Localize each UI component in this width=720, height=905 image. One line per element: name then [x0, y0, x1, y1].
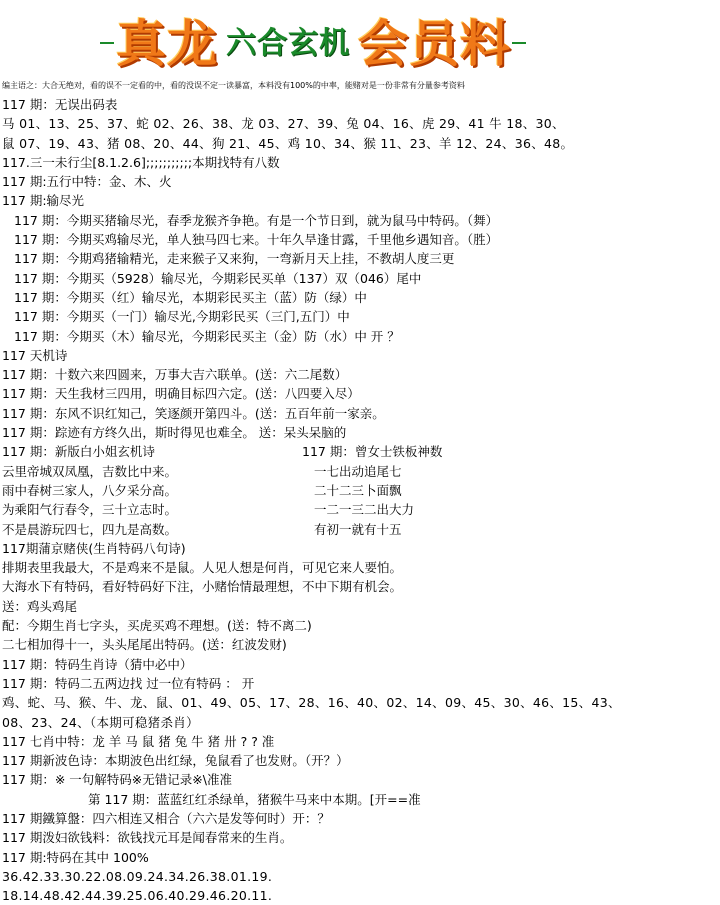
- poem-line: 117 天机诗: [2, 347, 68, 363]
- banner-title-part1: 真龙: [116, 14, 218, 73]
- left-col: 不是晨游玩四七，四九是高数。: [2, 521, 178, 537]
- two-col-row: [2, 481, 718, 500]
- poem-line: 117 期：十数六来四圆来，万事大吉六联单。(送：六二尾数）: [2, 367, 348, 383]
- poem-line: 117 期：东风不识红知己，笑逐颜开第四斗。(送：五百年前一家亲。: [2, 405, 385, 421]
- two-col-row: [2, 442, 718, 461]
- tail-line: 117 期新波色诗：本期波色出红绿，兔鼠看了也发财。（开？）: [2, 753, 349, 769]
- left-col: 云里帝城双凤凰，吉数比中来。: [2, 463, 178, 479]
- indent-line: 117 期：今期买（木）输尽光，今期彩民买主（金）防（水）中 开 ？: [14, 328, 400, 344]
- tail-line: 117 期：特码二五两边找 过一位有特码 ： 开: [2, 675, 255, 691]
- tail-line: 08、23、24、（本期可稳猪杀肖）: [2, 714, 199, 730]
- poem-line: 117 期：天生我材三四用，明确目标四六定。(送：八四要入尽）: [2, 386, 360, 402]
- right-col: 一七出动追尾七: [314, 463, 402, 479]
- end-line: 36.42.33.30.22.08.09.24.34.26.38.01.19.: [2, 868, 273, 884]
- tail-line: 大海水下有特码，看好特码好下注，小赌怡情最理想，不中下期有机会。: [2, 579, 403, 595]
- two-col-row: [2, 520, 718, 539]
- end-line: 117 期:特码在其中 100%: [2, 849, 149, 865]
- center-line: 第 117 期：蓝蓝红红杀绿单，猪猴牛马来中本期。[开==准: [88, 791, 421, 807]
- tail-line: 117 期：特码生肖诗（猜中必中）: [2, 656, 193, 672]
- tail-line: 配：今期生肖七字头，买虎买鸡不理想。(送：特不离二): [2, 618, 312, 634]
- end-line: 117 期鐵算盤：四六相连又相合（六六是发等何时）开：？: [2, 810, 330, 826]
- right-col: 一二一三二出大力: [314, 502, 415, 518]
- tail-line: 送：鸡头鸡尾: [2, 598, 78, 614]
- tail-line: 鸡、蛇、马、猴、牛、龙、鼠、01、49、05、17、28、16、40、02、14、09、45、30、46、15、43、: [2, 695, 621, 711]
- two-col-row: [2, 500, 718, 519]
- two-col-row: [2, 462, 718, 481]
- disclaimer: 编主语之：大合无绝对，看的误不一定看的中，看的没误不定一读暴富，本料没有100%的中率，能赌对是一份非常有分量参考资料: [2, 81, 465, 90]
- indent-line: 117 期：今期买（5928）输尽光，今期彩民买单（137）双（046）尾中: [14, 270, 422, 286]
- end-line: 18.14.48.42.44.39.25.06.40.29.46.20.11.: [2, 888, 273, 904]
- tail-line: 117 期：※ 一句解特码※无错记录※\准准: [2, 772, 232, 788]
- left-col: 为乘阳气行春令，三十立志时。: [2, 502, 178, 518]
- indent-line: 117 期：今期买（一门）输尽光,今期彩民买（三门,五门）中: [14, 309, 350, 325]
- left-col: 117 期：新版白小姐玄机诗: [2, 444, 155, 460]
- banner-title-part3: 会员料: [358, 14, 511, 73]
- line: 马 01、13、25、37、蛇 02、26、38、龙 03、27、39、兔 04、16、虎 29、41 牛 18、30、: [2, 116, 565, 132]
- line: 117 期:五行中特：金、木、火: [2, 174, 172, 190]
- tail-line: 117 七肖中特：龙 羊 马 鼠 猪 兔 牛 猪 卅 ? ? 准: [2, 733, 275, 749]
- line: 117 期：无误出码表: [2, 97, 118, 112]
- end-line: 117 期泼妇欲钱料：欲钱找元耳是闻春常来的生肖。: [2, 830, 293, 846]
- right-col: 二十二三卜面飘: [314, 482, 402, 498]
- tail-line: 117期蒲京赌侠(生肖特码八句诗): [2, 540, 186, 556]
- indent-line: 117 期：今期买（红）输尽光，本期彩民买主（蓝）防（绿）中: [14, 289, 367, 305]
- right-col: 有初一就有十五: [314, 521, 402, 537]
- banner: [0, 0, 720, 76]
- line: 117 期:输尽光: [2, 193, 85, 209]
- banner-title-part2: 六合玄机: [226, 26, 350, 61]
- indent-line: 117 期：今期买鸡输尽光，单人独马四七来。十年久旱逢甘露，千里他乡遇知音。（胜）: [14, 232, 499, 248]
- line: 鼠 07、19、43、猪 08、20、44、狗 21、45、鸡 10、34、猴 11、23、羊 12、24、36、48。: [2, 135, 574, 151]
- tail-line: 二七相加得十一，头头尾尾出特码。(送：红波发财): [2, 637, 287, 653]
- poem-line: 117 期：踪迹有方终久出，斯时得见也难全。 送：呆头呆脑的: [2, 425, 347, 441]
- indent-line: 117 期：今期鸡猪输精光，走来猴子又来狗，一弯新月天上挂，不教胡人度三更: [14, 251, 455, 267]
- content: [2, 95, 718, 905]
- line: 117.三一未行尘[8.1.2.6];;;;;;;;;;;本期找特有八数: [2, 154, 280, 170]
- banner-dash-left: [100, 42, 114, 44]
- banner-dash-right: [512, 42, 526, 44]
- left-col: 雨中春树三家人，八夕采分高。: [2, 482, 178, 498]
- tail-line: 排期表里我最大，不是鸡来不是鼠。人见人想是何肖，可见它来人要怕。: [2, 560, 403, 576]
- right-col: 117 期：曾女士铁板神数: [302, 444, 443, 460]
- indent-line: 117 期：今期买猪输尽光，春季龙猴齐争艳。有是一个节日到，就为鼠马中特码。（舞）: [14, 212, 499, 228]
